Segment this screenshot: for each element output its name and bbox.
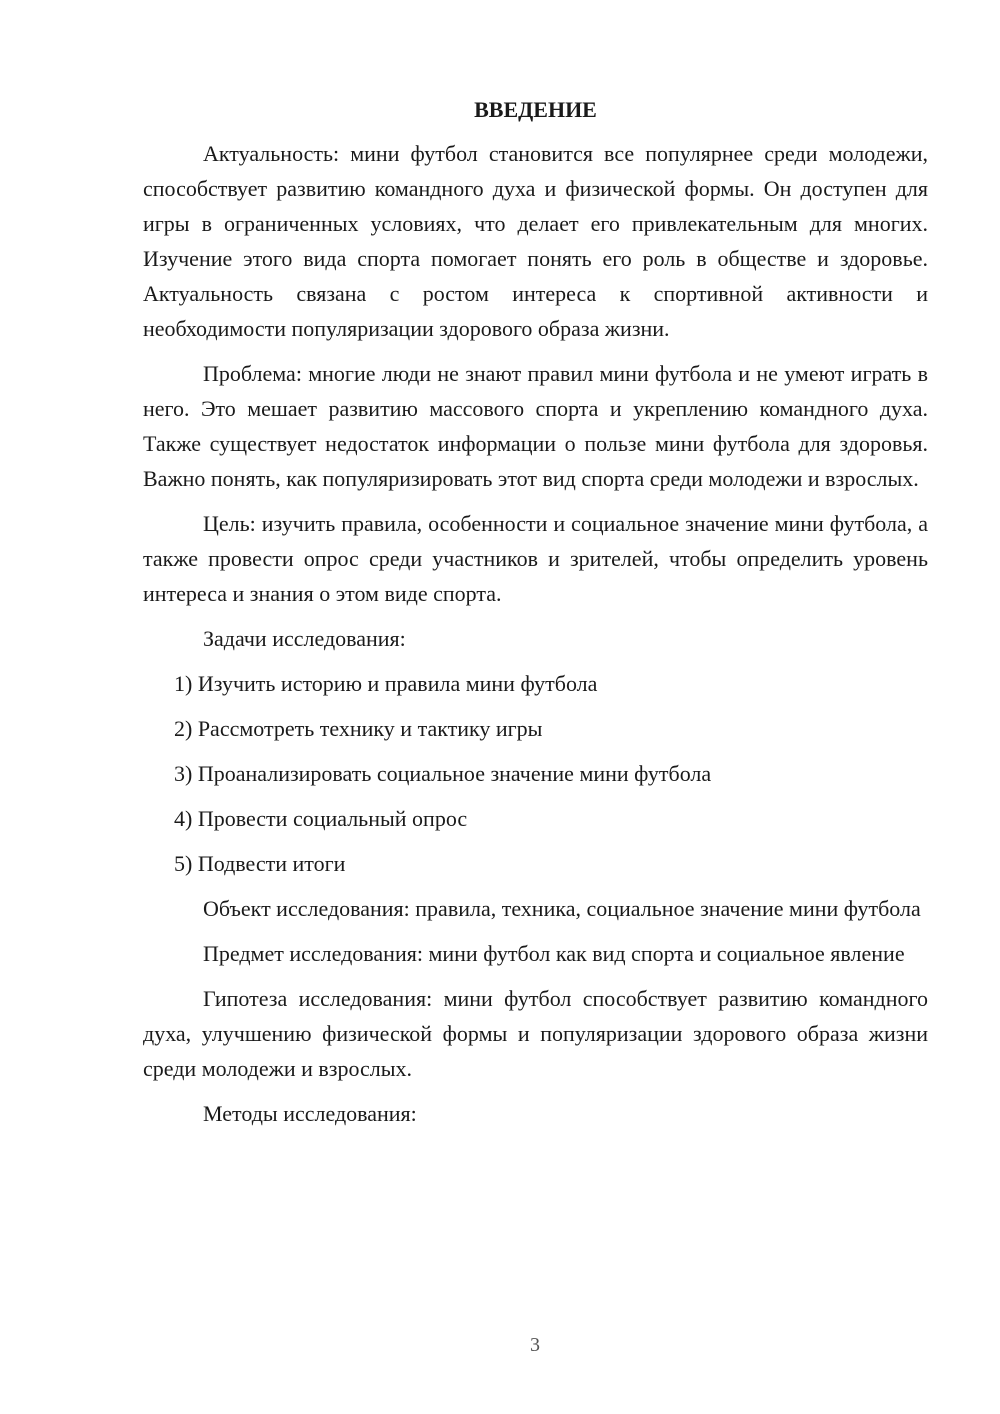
- goal-paragraph: Цель: изучить правила, особенности и социальное значение мини футбола, а также провести опрос среди участников и зрителей, чтобы определить уровень интереса и знания о этом виде спорта.: [143, 511, 928, 606]
- list-item: 5) Подвести итоги: [174, 851, 346, 876]
- methods-heading: Методы исследования:: [203, 1101, 417, 1126]
- page-number: 3: [530, 1334, 540, 1356]
- list-item: 3) Проанализировать социальное значение мини футбола: [174, 761, 712, 786]
- subject-paragraph: Предмет исследования: мини футбол как вид спорта и социальное явление: [203, 941, 905, 966]
- document-page: [143, 94, 928, 1141]
- hypothesis-paragraph: Гипотеза исследования: мини футбол способствует развитию командного духа, улучшению физической формы и популяризации здорового образа жизни среди молодежи и взрослых.: [143, 986, 928, 1081]
- list-item: 2) Рассмотреть технику и тактику игры: [174, 716, 543, 741]
- list-item: 4) Провести социальный опрос: [174, 806, 468, 831]
- list-item: 1) Изучить историю и правила мини футбола: [174, 671, 598, 696]
- relevance-paragraph: Актуальность: мини футбол становится все популярнее среди молодежи, способствует развитию командного духа и физической формы. Он доступен для игры в ограниченных условиях, что делает его привлекательным для многих. Изучение этого вида спорта помогает понять его роль в обществе и здоровье. Актуальность связана с ростом интереса к спортивной активности и необходимости популяризации здорового образа жизни.: [143, 141, 928, 341]
- section-heading: ВВЕДЕНИЕ: [474, 97, 597, 122]
- tasks-list: [143, 666, 928, 881]
- tasks-heading: Задачи исследования:: [203, 626, 406, 651]
- object-paragraph: Объект исследования: правила, техника, социальное значение мини футбола: [203, 896, 921, 921]
- problem-paragraph: Проблема: многие люди не знают правил мини футбола и не умеют играть в него. Это мешает развитию массового спорта и укреплению командного духа. Также существует недостаток информации о пользе мини футбола для здоровья. Важно понять, как популяризировать этот вид спорта среди молодежи и взрослых.: [143, 361, 928, 491]
